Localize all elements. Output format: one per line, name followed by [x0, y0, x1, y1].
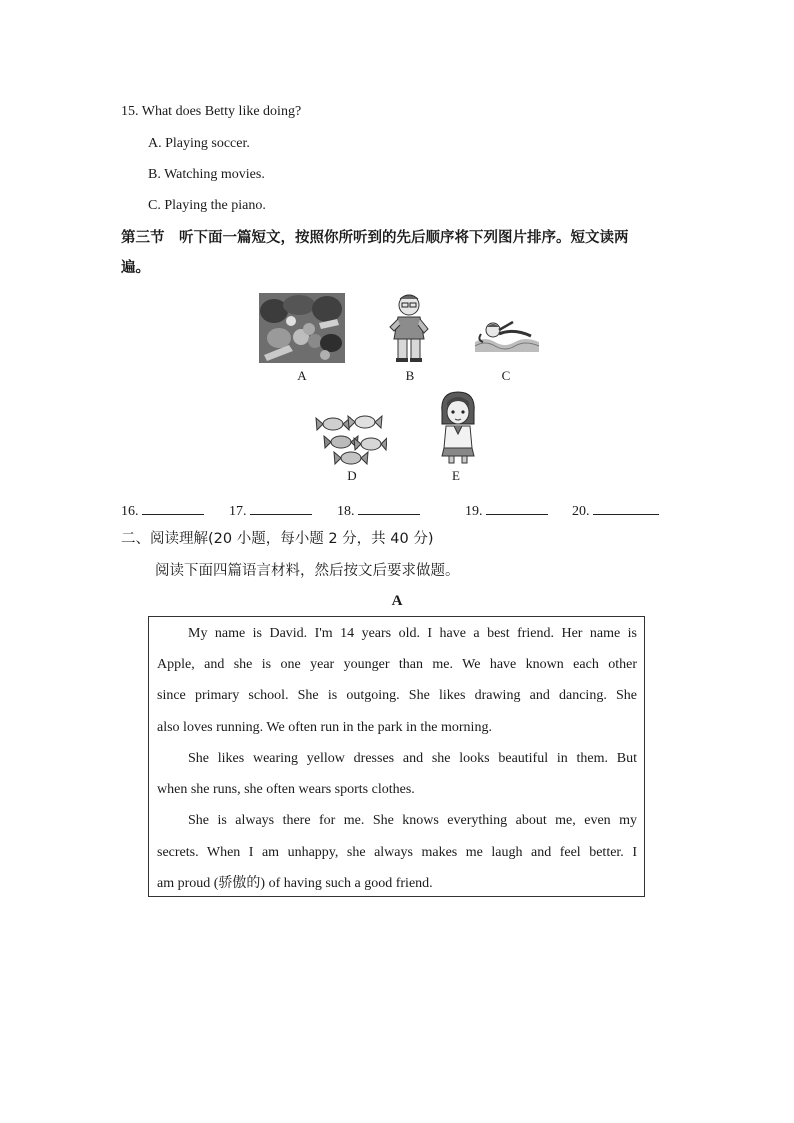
blank-line[interactable] [486, 500, 548, 515]
passage-line-7: She is always there for me. She knows everything about me, even my [188, 813, 637, 828]
blank-number: 18. [337, 504, 355, 519]
swimmer-icon [473, 316, 541, 356]
passage-line-8: secrets. When I am unhappy, she always makes me laugh and feel better. I [157, 845, 637, 860]
picture-label-d: D [347, 468, 357, 483]
blank-line[interactable] [250, 500, 312, 515]
answer-blank-16[interactable] [121, 500, 204, 521]
answer-blank-19[interactable] [465, 500, 548, 521]
passage-line-5: She likes wearing yellow dresses and she looks beautiful in them. But [188, 751, 637, 766]
vegetables-photo-icon [259, 293, 345, 363]
section3-heading-cont: 遍。 [121, 260, 150, 276]
blank-line[interactable] [142, 500, 204, 515]
passage-line-4: also loves running. We often run in the park in the morning. [157, 720, 492, 735]
man-with-glasses-icon [386, 291, 432, 363]
picture-label-b: B [405, 368, 415, 383]
girl-in-uniform-icon [436, 390, 480, 464]
candies-icon [315, 408, 387, 466]
answer-blank-20[interactable] [572, 500, 659, 521]
blank-number: 20. [572, 504, 590, 519]
blank-line[interactable] [358, 500, 420, 515]
blank-line[interactable] [593, 500, 659, 515]
passage-box [148, 616, 645, 897]
passage-line-3: since primary school. She is outgoing. She likes drawing and dancing. She [157, 688, 637, 703]
picture-label-a: A [297, 368, 307, 383]
answer-blank-17[interactable] [229, 500, 312, 521]
option-b[interactable]: B. Watching movies. [148, 167, 265, 182]
answer-blank-18[interactable] [337, 500, 420, 521]
passage-line-9: am proud (骄傲的) of having such a good friend. [157, 876, 433, 891]
passage-title: A [391, 593, 403, 609]
question-15: 15. What does Betty like doing? [121, 104, 302, 119]
part2-heading: 二、阅读理解(20 小题，每小题 2 分，共 40 分) [121, 531, 434, 547]
blank-number: 16. [121, 504, 139, 519]
section3-heading: 第三节 听下面一篇短文，按照你所听到的先后顺序将下列图片排序。短文读两 [121, 230, 629, 246]
blank-number: 19. [465, 504, 483, 519]
option-c[interactable]: C. Playing the piano. [148, 198, 266, 213]
picture-label-c: C [501, 368, 511, 383]
passage-line-2: Apple, and she is one year younger than me. We have known each other [157, 657, 637, 672]
option-a[interactable]: A. Playing soccer. [148, 136, 250, 151]
passage-line-6: when she runs, she often wears sports clothes. [157, 782, 415, 797]
part2-instruction: 阅读下面四篇语言材料，然后按文后要求做题。 [155, 563, 460, 579]
blank-number: 17. [229, 504, 247, 519]
picture-label-e: E [452, 468, 460, 483]
passage-line-1: My name is David. I'm 14 years old. I have a best friend. Her name is [188, 626, 637, 641]
